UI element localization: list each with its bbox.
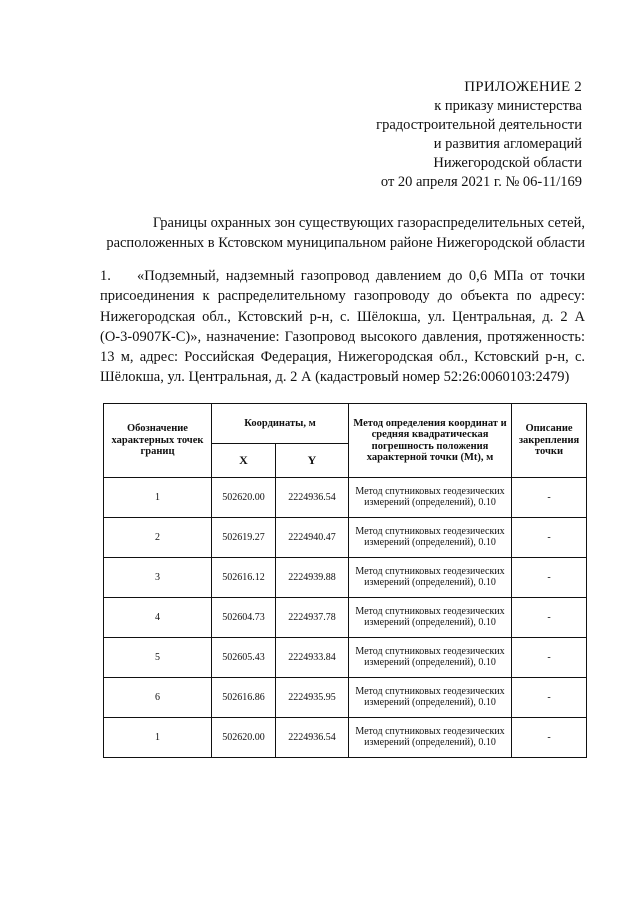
header-line: градостроительной деятельности	[376, 117, 582, 133]
object-description	[100, 266, 585, 388]
cell-point: 1	[104, 478, 212, 518]
header-line: к приказу министерства	[434, 98, 582, 114]
cell-description: -	[512, 598, 587, 638]
cell-method: Метод спутниковых геодезических измерений (определений), 0.10	[349, 638, 512, 678]
cell-y: 2224933.84	[276, 638, 349, 678]
table-row	[104, 518, 587, 558]
cell-y: 2224935.95	[276, 678, 349, 718]
cell-method: Метод спутниковых геодезических измерений (определений), 0.10	[349, 678, 512, 718]
cell-y: 2224936.54	[276, 478, 349, 518]
cell-point: 4	[104, 598, 212, 638]
cell-point: 6	[104, 678, 212, 718]
cell-x: 502619.27	[212, 518, 276, 558]
coordinates-table	[103, 403, 587, 758]
cell-method: Метод спутниковых геодезических измерений (определений), 0.10	[349, 598, 512, 638]
header-coordinates: Координаты, м	[212, 404, 349, 444]
cell-x: 502616.12	[212, 558, 276, 598]
cell-method: Метод спутниковых геодезических измерений (определений), 0.10	[349, 558, 512, 598]
table-row	[104, 598, 587, 638]
cell-description: -	[512, 638, 587, 678]
order-date-number: от 20 апреля 2021 г. № 06-11/169	[380, 174, 582, 190]
cell-description: -	[512, 558, 587, 598]
header-point: Обозначение характерных точек границ	[104, 404, 212, 478]
cell-method: Метод спутниковых геодезических измерений (определений), 0.10	[349, 718, 512, 758]
header-x: X	[212, 444, 276, 478]
cell-y: 2224937.78	[276, 598, 349, 638]
table-row	[104, 718, 587, 758]
cell-y: 2224936.54	[276, 718, 349, 758]
cell-point: 2	[104, 518, 212, 558]
table-row	[104, 638, 587, 678]
header-description: Описание закрепления точки	[512, 404, 587, 478]
cell-point: 3	[104, 558, 212, 598]
document-title-line-1: Границы охранных зон существующих газораспределительных сетей,	[152, 215, 585, 231]
table-row	[104, 558, 587, 598]
cell-x: 502616.86	[212, 678, 276, 718]
cell-description: -	[512, 718, 587, 758]
cell-method: Метод спутниковых геодезических измерений (определений), 0.10	[349, 478, 512, 518]
cell-point: 1	[104, 718, 212, 758]
table-row	[104, 478, 587, 518]
cell-y: 2224940.47	[276, 518, 349, 558]
cell-point: 5	[104, 638, 212, 678]
appendix-header	[376, 78, 582, 192]
header-line: Нижегородской области	[433, 155, 582, 171]
header-line: и развития агломераций	[433, 136, 582, 152]
item-number: 1.	[100, 268, 111, 284]
cell-y: 2224939.88	[276, 558, 349, 598]
header-y: Y	[276, 444, 349, 478]
item-text: «Подземный, надземный газопровод давлением до 0,6 МПа от точки присоединения к распределительному газопроводу до объекта по адресу: Нижегородская обл., Кстовский р-н, с. Шёлокша, ул. Центральная, д. 2 А (О-3-0907К-С)», назначение: Газопровод высокого давления, протяженность: 13 м, адрес: Российская Федерация, Нижегородская обл., Кстовский р-н, с. Шёлокша, ул. Центральная, д. 2 А (кадастровый номер 52:26:0060103:2479)	[100, 268, 585, 386]
cell-x: 502620.00	[212, 478, 276, 518]
appendix-title: ПРИЛОЖЕНИЕ 2	[464, 79, 582, 95]
cell-description: -	[512, 518, 587, 558]
cell-x: 502604.73	[212, 598, 276, 638]
table-row	[104, 678, 587, 718]
cell-x: 502605.43	[212, 638, 276, 678]
document-title	[100, 213, 585, 253]
document-title-line-2: расположенных в Кстовском муниципальном районе Нижегородской области	[106, 235, 585, 251]
cell-x: 502620.00	[212, 718, 276, 758]
cell-method: Метод спутниковых геодезических измерений (определений), 0.10	[349, 518, 512, 558]
header-method: Метод определения координат и средняя квадратическая погрешность положения характерной точки (Mt), м	[349, 404, 512, 478]
cell-description: -	[512, 478, 587, 518]
cell-description: -	[512, 678, 587, 718]
